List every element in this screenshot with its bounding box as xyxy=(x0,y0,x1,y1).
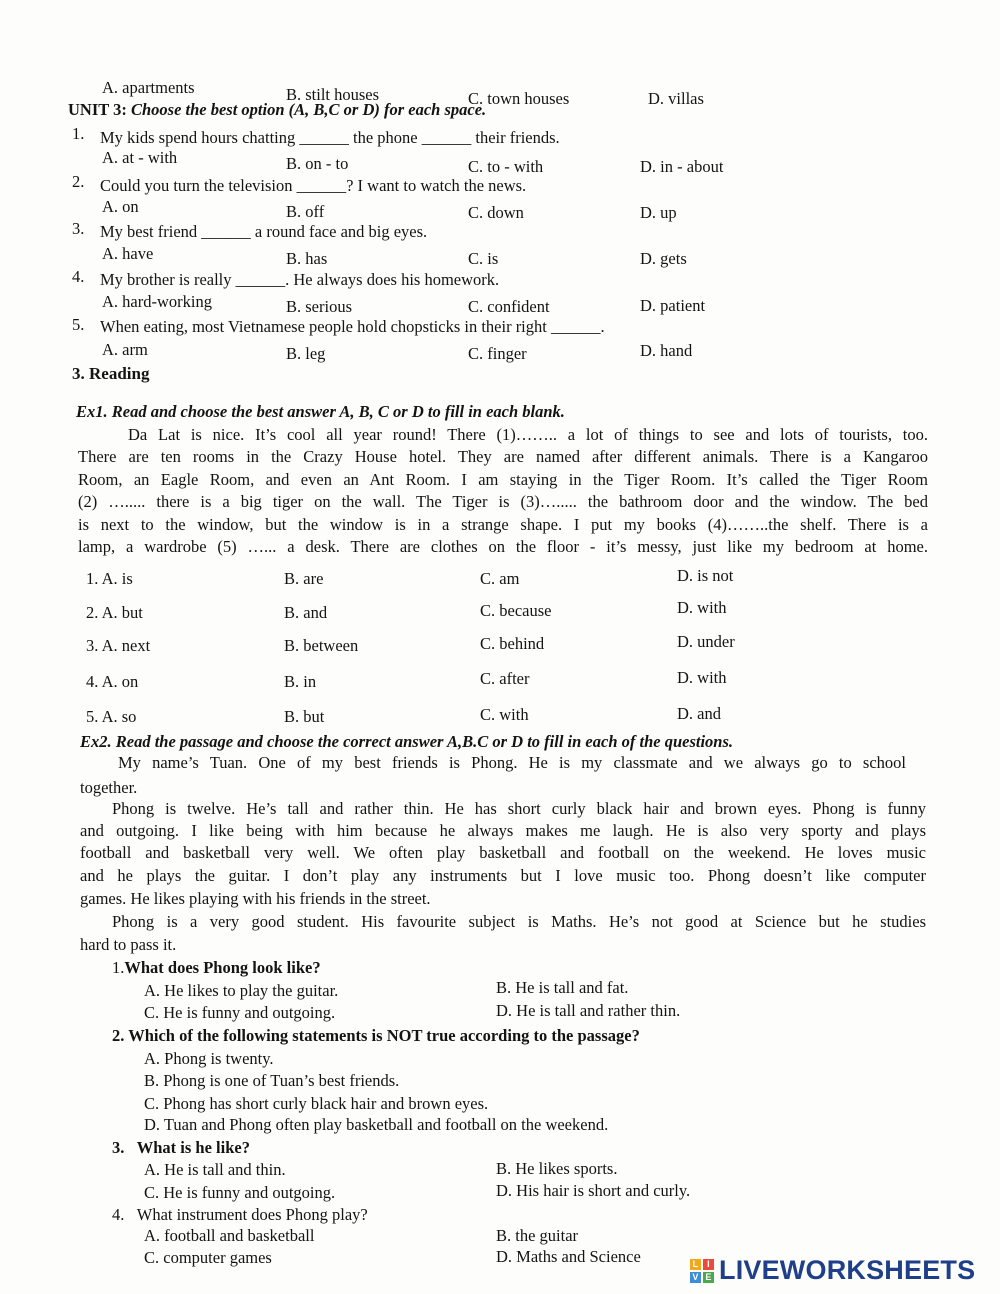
ex2-passage-line: football and basketball very well. We often play basketball and football on the weekend. He loves music xyxy=(80,843,926,862)
ex1-title: Ex1. Read and choose the best answer A, B, C or D to fill in each blank. xyxy=(76,402,565,421)
unit3-q4-option-a: A. hard-working xyxy=(102,292,212,311)
unit3-q4-option-b: B. serious xyxy=(286,297,352,316)
ex2-passage-line: My name’s Tuan. One of my best friends is Phong. He is my classmate and we always go to school xyxy=(118,753,906,772)
ex2-q2-option-b: B. Phong is one of Tuan’s best friends. xyxy=(144,1071,400,1090)
ex2-q1-option-c: C. He is funny and outgoing. xyxy=(144,1003,336,1022)
ex2-q2-option-d: D. Tuan and Phong often play basketball and football on the weekend. xyxy=(144,1115,609,1134)
ex2-q1 xyxy=(112,958,321,978)
ex2-passage-line: hard to pass it. xyxy=(80,935,177,954)
liveworksheets-logo-text: LIVEWORKSHEETS xyxy=(719,1255,976,1285)
stem-part: . xyxy=(600,317,605,336)
ex1-q2-option-c: C. because xyxy=(480,601,552,620)
ex2-q4 xyxy=(112,1205,368,1225)
unit3-q2-stem xyxy=(100,176,526,196)
unit3-q5-stem xyxy=(100,317,605,337)
prev-option-c: C. town houses xyxy=(468,89,570,108)
ex1-passage-line: Da Lat is nice. It’s cool all year round! There (1)…….. a lot of things to see and lots of tourists, too. xyxy=(128,425,928,444)
ex1-passage-line: (2) …..... there is a big tiger on the wall. The Tiger is (3)…..... the bathroom door and the window. The bed xyxy=(78,492,928,511)
ex2-q2-option-c: C. Phong has short curly black hair and brown eyes. xyxy=(144,1094,489,1113)
ex2-q1-option-a: A. He likes to play the guitar. xyxy=(144,981,339,1000)
ex1-q5-option-a: 5. A. so xyxy=(86,707,137,726)
ex2-q3-option-d: D. His hair is short and curly. xyxy=(496,1181,691,1200)
prev-option-b: B. stilt houses xyxy=(286,85,380,104)
ex2-q4-option-d: D. Maths and Science xyxy=(496,1247,641,1266)
stem-part: My kids spend hours chatting xyxy=(100,128,300,147)
ex1-q4-option-b: B. in xyxy=(284,672,317,691)
ex2-passage-line: Phong is twelve. He’s tall and rather thin. He has short curly black hair and brown eyes. Phong is funny xyxy=(112,799,926,818)
unit3-q5-option-b: B. leg xyxy=(286,344,326,363)
ex2-passage-line: and he plays the guitar. I don’t play any instruments but I love music too. Phong doesn’t like computer xyxy=(80,866,926,885)
ex1-q4-option-a: 4. A. on xyxy=(86,672,139,691)
ex2-passage-line: and outgoing. I like being with him because he always makes me laugh. He is also very sporty and plays xyxy=(80,821,926,840)
ex1-q5-option-d: D. and xyxy=(677,704,721,723)
stem-part: . He always does his homework. xyxy=(285,270,500,289)
blank: ______ xyxy=(296,176,347,195)
ex1-q5-option-b: B. but xyxy=(284,707,325,726)
blank: ______ xyxy=(235,270,286,289)
ex1-q3-option-b: B. between xyxy=(284,636,359,655)
ex2-q3-text: What is he like? xyxy=(136,1138,250,1157)
unit3-q3-option-a: A. have xyxy=(102,244,154,263)
ex2-q2-text: 2. Which of the following statements is NOT true according to the passage? xyxy=(112,1026,640,1045)
unit3-q1-num: 1. xyxy=(72,124,85,143)
ex1-q5-option-c: C. with xyxy=(480,705,529,724)
unit3-q1-option-a: A. at - with xyxy=(102,148,178,167)
ex2-q4-option-b: B. the guitar xyxy=(496,1226,579,1245)
ex2-q4-option-c: C. computer games xyxy=(144,1248,272,1267)
logo-mark-letter: E xyxy=(703,1272,714,1283)
ex1-q2-option-b: B. and xyxy=(284,603,328,622)
ex1-q3-option-c: C. behind xyxy=(480,634,545,653)
ex1-q3-option-d: D. under xyxy=(677,632,735,651)
unit3-q3-option-b: B. has xyxy=(286,249,328,268)
unit3-q1-option-b: B. on - to xyxy=(286,154,349,173)
unit3-q3-option-c: C. is xyxy=(468,249,499,268)
ex1-q3-option-a: 3. A. next xyxy=(86,636,151,655)
ex2-q3 xyxy=(112,1138,250,1158)
unit3-q1-stem xyxy=(100,128,560,148)
ex1-passage-line: There are ten rooms in the Crazy House hotel. They are named after different animals. There is a Kangaroo xyxy=(78,447,928,466)
ex2-q1-option-d: D. He is tall and rather thin. xyxy=(496,1001,681,1020)
blank: ______ xyxy=(299,128,349,147)
unit3-q4-option-d: D. patient xyxy=(640,296,706,315)
unit3-heading-unit: UNIT 3: xyxy=(68,100,127,119)
ex1-q2-option-d: D. with xyxy=(677,598,727,617)
ex1-q1-option-b: B. are xyxy=(284,569,324,588)
ex2-q2-option-a: A. Phong is twenty. xyxy=(144,1049,274,1068)
unit3-q5-option-a: A. arm xyxy=(102,340,148,359)
ex2-q4-text: What instrument does Phong play? xyxy=(136,1205,368,1224)
unit3-q5-num: 5. xyxy=(72,315,85,334)
ex2-q4-option-a: A. football and basketball xyxy=(144,1226,315,1245)
ex2-q3-option-c: C. He is funny and outgoing. xyxy=(144,1183,336,1202)
blank: ______ xyxy=(421,128,472,147)
ex1-passage-line: Room, an Eagle Room, and even an Ant Room. I am staying in the Tiger Room. It’s called the Tiger Room xyxy=(78,470,928,489)
prev-option-d: D. villas xyxy=(648,89,704,108)
unit3-q1-option-c: C. to - with xyxy=(468,157,544,176)
unit3-q4-option-c: C. confident xyxy=(468,297,550,316)
ex2-q1-num: 1. xyxy=(112,958,125,977)
ex2-title: Ex2. Read the passage and choose the correct answer A,B.C or D to fill in each of the questions. xyxy=(80,732,734,751)
unit3-q3-stem xyxy=(100,222,427,242)
unit3-q1-option-d: D. in - about xyxy=(640,157,724,176)
logo-mark-letter: V xyxy=(690,1272,701,1283)
unit3-q5-option-c: C. finger xyxy=(468,344,527,363)
stem-part: My brother is really xyxy=(100,270,236,289)
unit3-q3-num: 3. xyxy=(72,219,85,238)
stem-part: My best friend xyxy=(100,222,202,241)
stem-part: Could you turn the television xyxy=(100,176,297,195)
unit3-q4-stem xyxy=(100,270,499,290)
ex1-q1-option-c: C. am xyxy=(480,569,520,588)
ex1-passage-line: lamp, a wardrobe (5) …... a desk. There are clothes on the floor - it’s messy, just like my bedroom at home. xyxy=(78,537,928,556)
ex2-q4-num: 4. xyxy=(112,1205,125,1224)
unit3-q2-num: 2. xyxy=(72,172,85,191)
blank: ______ xyxy=(201,222,251,241)
prev-option-a: A. apartments xyxy=(102,78,195,97)
liveworksheets-logo-icon xyxy=(690,1259,714,1283)
ex2-q3-option-b: B. He likes sports. xyxy=(496,1159,618,1178)
ex2-q1-text: What does Phong look like? xyxy=(124,958,321,977)
unit3-heading-instruction: Choose the best option (A, B,C or D) for each space. xyxy=(130,100,487,119)
ex2-passage-line: games. He likes playing with his friends in the street. xyxy=(80,889,431,908)
ex2-passage-line: together. xyxy=(80,778,138,797)
stem-part: the phone xyxy=(348,128,422,147)
unit3-q2-option-c: C. down xyxy=(468,203,524,222)
blank: ______ xyxy=(550,317,601,336)
unit3-q2-option-b: B. off xyxy=(286,202,325,221)
ex1-q1-option-a: 1. A. is xyxy=(86,569,133,588)
ex1-q4-option-c: C. after xyxy=(480,669,530,688)
ex1-passage-line: is next to the window, but the window is in a strange shape. I put my books (4)……..the shelf. There is a xyxy=(78,515,928,534)
ex1-q2-option-a: 2. A. but xyxy=(86,603,143,622)
unit3-q3-option-d: D. gets xyxy=(640,249,687,268)
reading-heading: 3. Reading xyxy=(72,364,150,383)
ex1-q1-option-d: D. is not xyxy=(677,566,734,585)
unit3-q5-option-d: D. hand xyxy=(640,341,693,360)
liveworksheets-logo xyxy=(690,1255,975,1286)
ex2-q1-option-b: B. He is tall and fat. xyxy=(496,978,629,997)
logo-mark-letter: I xyxy=(703,1259,714,1270)
ex2-q3-option-a: A. He is tall and thin. xyxy=(144,1160,286,1179)
stem-part: their friends. xyxy=(471,128,560,147)
ex2-passage-line: Phong is a very good student. His favourite subject is Maths. He’s not good at Science but he studies xyxy=(112,912,926,931)
stem-part: ? I want to watch the news. xyxy=(346,176,527,195)
unit3-heading xyxy=(68,100,486,120)
stem-part: When eating, most Vietnamese people hold chopsticks in their right xyxy=(100,317,551,336)
unit3-q2-option-a: A. on xyxy=(102,197,139,216)
ex2-q3-num: 3. xyxy=(112,1138,125,1157)
unit3-q4-num: 4. xyxy=(72,267,85,286)
ex1-q4-option-d: D. with xyxy=(677,668,727,687)
logo-mark-letter: L xyxy=(690,1259,701,1270)
unit3-q2-option-d: D. up xyxy=(640,203,677,222)
stem-part: a round face and big eyes. xyxy=(250,222,428,241)
